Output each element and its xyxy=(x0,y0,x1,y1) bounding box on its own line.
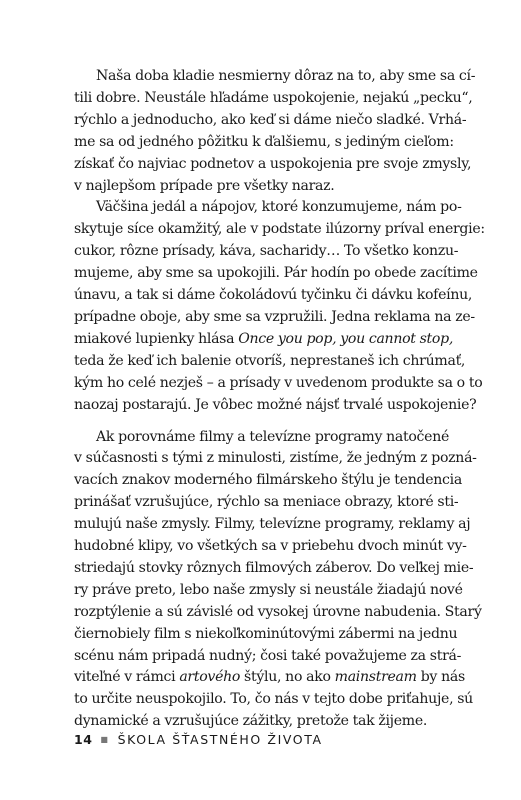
paragraph-3 xyxy=(74,427,482,734)
text-line: prípadne oboje, aby sme sa vzpružili. Jedna reklama na ze- xyxy=(74,308,475,325)
page-number: 14 xyxy=(74,732,93,747)
book-title: ŠKOLA ŠŤASTNÉHO ŽIVOTA xyxy=(117,732,323,747)
text-line: skytuje síce okamžitý, ale v podstate ilúzorny príval energie: xyxy=(74,221,485,238)
text-line: cukor, rôzne prísady, káva, sacharidy… To všetko konzu- xyxy=(74,243,459,260)
text-line: naozaj postarajú. Je vôbec možné nájsť trvalé uspokojenie? xyxy=(74,396,477,413)
text-line: získať čo najviac podnetov a uspokojenia pre svoje zmysly, xyxy=(74,155,472,172)
text-line: rýchlo a jednoducho, ako keď si dáme niečo sladké. Vrhá- xyxy=(74,111,467,128)
text-line: vacích znakov moderného filmárskeho štýlu je tendencia xyxy=(74,472,462,489)
text-line: Ak porovnáme filmy a televízne programy natočené xyxy=(96,428,450,445)
text-line: dynamické a vzrušujúce zážitky, pretože tak žijeme. xyxy=(74,713,428,730)
italic-slogan: Once you pop, you cannot stop, xyxy=(238,330,454,347)
text-line: rozptýlenie a sú závislé od vysokej úrovne nabudenia. Starý xyxy=(74,603,482,620)
text-run: by nás xyxy=(416,669,465,686)
italic-term: mainstream xyxy=(334,669,417,686)
text-line: Naša doba kladie nesmierny dôraz na to, aby sme sa cí- xyxy=(96,68,476,84)
text-run: miakové lupienky hlása xyxy=(74,330,239,347)
text-line: v najlepšom prípade pre všetky naraz. xyxy=(74,177,335,194)
text-line: tili dobre. Neustále hľadáme uspokojenie, nejakú „pecku“, xyxy=(74,89,473,106)
text-line: scénu nám pripadá nudný; čosi také považujeme za strá- xyxy=(74,647,462,664)
text-line: v súčasnosti s tými z minulosti, zistíme, že jedným z pozná- xyxy=(74,450,477,467)
text-line: striedajú stovky rôznych filmových záberov. Do veľkej mie- xyxy=(74,559,474,576)
page-footer xyxy=(74,732,323,747)
separator-square-icon: ■ xyxy=(100,735,110,744)
text-line: prinášať vzrušujúce, rýchlo sa meniace obrazy, ktoré sti- xyxy=(74,494,459,511)
text-run: viteľné v rámci xyxy=(74,669,180,686)
text-line xyxy=(74,667,465,689)
text-line: čiernobiely film s niekoľkominútovými zábermi na jednu xyxy=(74,625,458,642)
italic-term: artového xyxy=(179,669,241,686)
text-line: únavu, a tak si dáme čokoládovú tyčinku či dávku kofeínu, xyxy=(74,287,473,304)
paragraph-1 xyxy=(74,66,476,197)
text-line: me sa od jedného pôžitku k ďalšiemu, s jediným cieľom: xyxy=(74,133,454,150)
body-text xyxy=(74,66,485,733)
text-run: štýlu, no ako xyxy=(240,669,335,686)
text-line: to určite neuspokojilo. To, čo nás v tejto dobe priťahuje, sú xyxy=(74,691,473,708)
text-line: hudobné klipy, vo všetkých sa v priebehu dvoch minút vy- xyxy=(74,538,467,555)
text-line: mulujú naše zmysly. Filmy, televízne programy, reklamy aj xyxy=(74,516,471,533)
text-line: ry práve preto, lebo naše zmysly si neustále žiadajú nové xyxy=(74,581,463,598)
text-line: Väčšina jedál a nápojov, ktoré konzumujeme, nám po- xyxy=(96,199,462,216)
paragraph-2 xyxy=(74,197,485,416)
text-line xyxy=(74,329,454,351)
text-line: mujeme, aby sme sa upokojili. Pár hodín po obede zacítime xyxy=(74,265,478,282)
text-line: kým ho celé nezješ – a prísady v uvedenom produkte sa o to xyxy=(74,374,483,391)
text-line: teda že keď ich balenie otvoríš, neprestaneš ich chrúmať, xyxy=(74,352,466,369)
